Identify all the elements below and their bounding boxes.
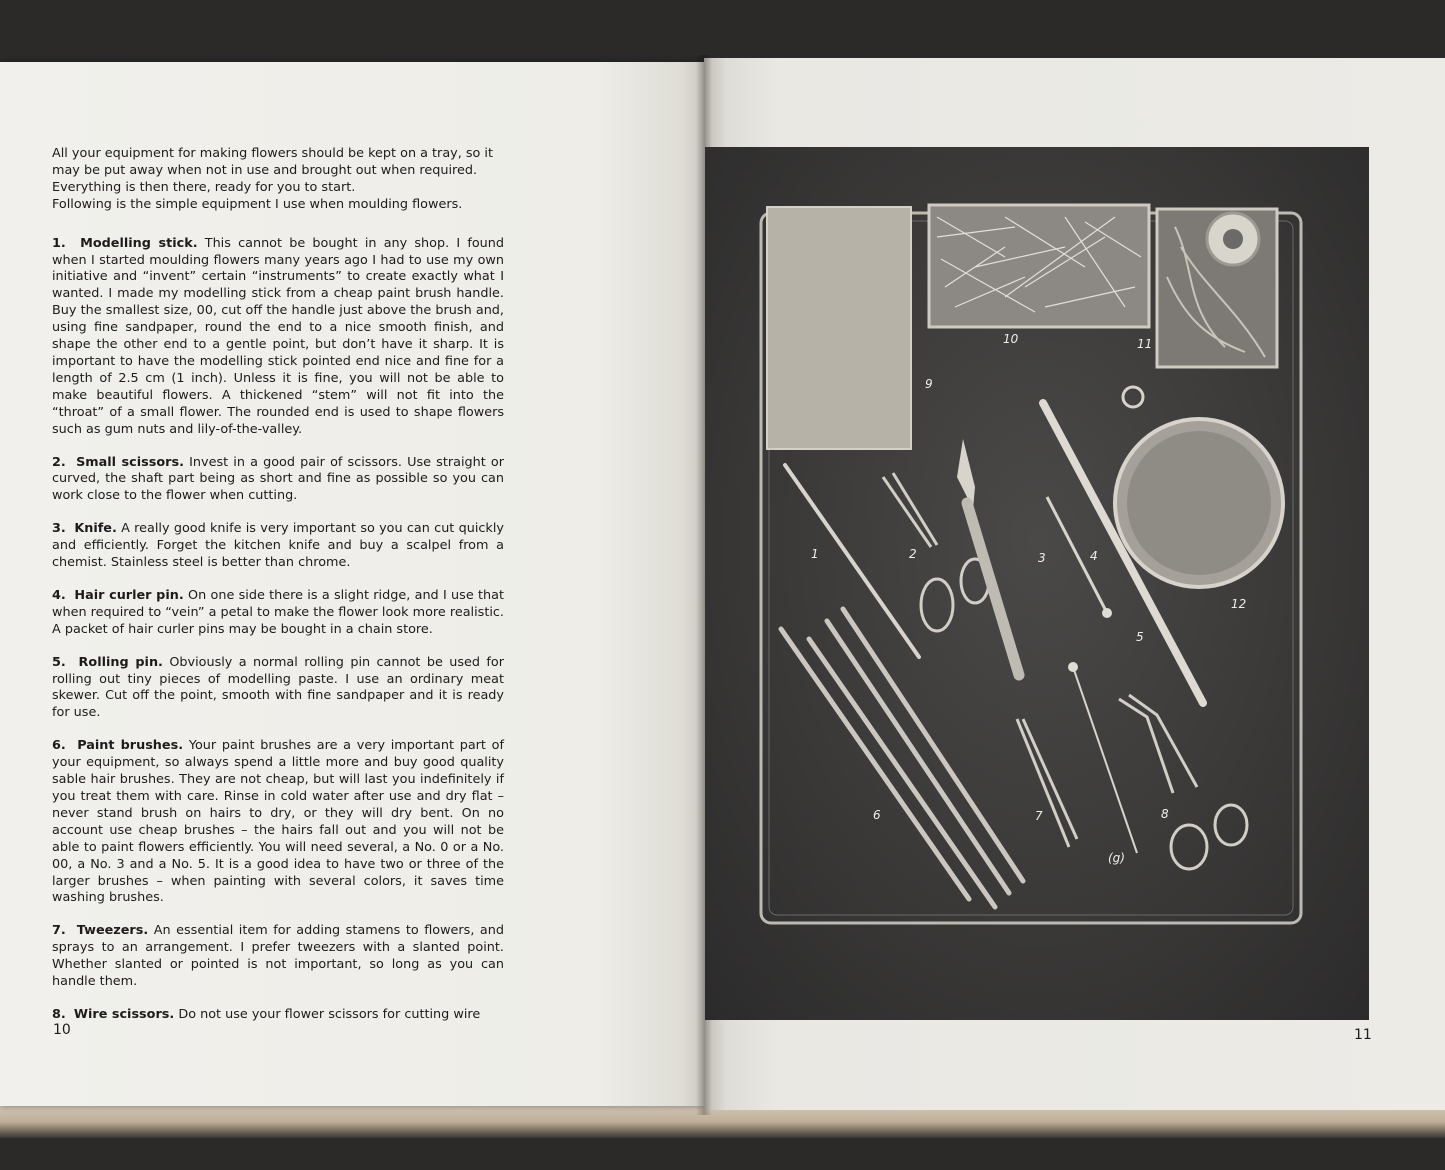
item-number: 3. [52, 521, 66, 537]
item-title: Wire scissors. [73, 1006, 175, 1022]
item-number: 8. [52, 1006, 66, 1022]
item-title: Hair curler pin. [74, 587, 184, 603]
item-4 [52, 588, 504, 639]
label-11: 11 [1137, 337, 1153, 351]
label-1: 1 [811, 547, 819, 561]
label-9: 9 [925, 377, 933, 391]
wire-spool-center [1223, 229, 1243, 249]
item-title: Tweezers. [76, 923, 149, 939]
item-body: Invest in a good pair of scissors. Use straight or curved, the shaft part being as short and fine as possible so you can work close to the flower when cutting. [52, 454, 504, 504]
item-number: 5. [52, 654, 66, 670]
item-8 [52, 1007, 504, 1024]
label-5: 5 [1136, 630, 1144, 644]
item-body: An essential item for adding stamens to flowers, and sprays to an arrangement. I prefer tweezers with a slanted point. Whether slanted or pointed is not important, so long as you can handle them. [52, 923, 504, 990]
item-5 [52, 655, 504, 723]
label-2: 2 [909, 547, 917, 561]
item-2 [52, 455, 504, 506]
pin [1073, 667, 1137, 853]
item-title: Rolling pin. [78, 654, 163, 670]
equipment-photo [705, 147, 1369, 1020]
item-number: 4. [52, 587, 66, 603]
modelling-stick [785, 465, 919, 657]
intro-paragraph [52, 146, 504, 214]
item-number: 6. [52, 738, 66, 754]
equipment-illustration [705, 147, 1369, 1020]
item-body: This cannot be bought in any shop. I found when I started moulding flowers many years ago I had to use my own initiative and “invent” certain “instruments” to create exactly what I wanted. I made my modelling stick from a cheap paint brush handle. Buy the smallest size, 00, cut off the handle just above the brush and, using fine sandpaper, round the end to a nice smooth finish, and shape the other end to a gentle point, but don’t have it sharp. It is important to have the modelling stick pointed end nice and fine for a length of 2.5 cm (1 inch). Unless it is fine, you will not be able to make beautiful flowers. A thickened “stem” will not fit into the “throat” of a small flower. The rounded end is used to shape flowers such as gum nuts and lily-of-the-valley. [52, 235, 504, 437]
label-10: 10 [1003, 332, 1019, 346]
item-number: 7. [52, 923, 66, 939]
hair-curler-pin-head [1102, 608, 1112, 618]
item-body: Your paint brushes are a very important part of your equipment, so always spend a little more and buy good quality sable hair brushes. They are not cheap, but will last you indefinitely if you treat them with care. Rinse in cold water after use and dry flat – never stand brush on hairs to dry, or they will dry bent. On no account use cheap brushes – the hairs fall out and you will not be able to paint flowers efficiently. You will need several, a No. 0 or a No. 00, a No. 3 and a No. 5. It is a good idea to have two or three of the larger brushes – when painting with several colors, it saves time washing brushes. [52, 738, 504, 906]
label-6: 6 [873, 808, 881, 822]
left-page-text [52, 146, 504, 1040]
round-dish-inner [1127, 431, 1271, 575]
item-body: A really good knife is very important so you can cut quickly and efficiently. Forget the kitchen knife and buy a scalpel from a chemist. Stainless steel is better than chrome. [52, 521, 504, 571]
item-3 [52, 521, 504, 572]
label-8: 8 [1161, 807, 1169, 821]
item-body: Do not use your flower scissors for cutting wire [178, 1006, 481, 1022]
item-title: Modelling stick. [80, 235, 198, 251]
stamens-box [929, 205, 1149, 327]
item-body: On one side there is a slight ridge, and I use that when required to “vein” a petal to make the flower look more realistic. A packet of hair curler pins may be bought in a chain store. [52, 587, 504, 637]
page-number-right: 11 [1354, 1027, 1372, 1043]
wire-scissors [1119, 695, 1247, 869]
item-number: 1. [52, 235, 66, 251]
item-1 [52, 236, 504, 439]
label-g: (g) [1108, 851, 1125, 865]
item-title: Paint brushes. [77, 738, 184, 754]
dish-handle [1123, 387, 1143, 407]
label-3: 3 [1038, 551, 1046, 565]
item-7 [52, 923, 504, 991]
intro-text-2: Following is the simple equipment I use when moulding flowers. [52, 196, 463, 212]
pin-head [1068, 662, 1078, 672]
scalpel-handle [967, 503, 1019, 675]
item-title: Knife. [74, 521, 117, 537]
label-7: 7 [1035, 809, 1043, 823]
intro-text: All your equipment for making flowers should be kept on a tray, so it may be put away when not in use and brought out when required. Everything is then there, ready for you to start. [52, 146, 494, 195]
item-number: 2. [52, 454, 66, 470]
tweezers [1017, 719, 1077, 847]
label-4: 4 [1090, 549, 1098, 563]
item-6 [52, 738, 504, 907]
foam-block [767, 207, 911, 449]
label-12: 12 [1231, 597, 1247, 611]
paint-brushes [781, 609, 1023, 907]
item-title: Small scissors. [76, 454, 184, 470]
page-number-left: 10 [53, 1022, 71, 1038]
item-body: Obviously a normal rolling pin cannot be used for rolling out tiny pieces of modelling paste. I use an ordinary meat skewer. Cut off the point, smooth with fine sandpaper and it is ready for use. [52, 654, 504, 721]
